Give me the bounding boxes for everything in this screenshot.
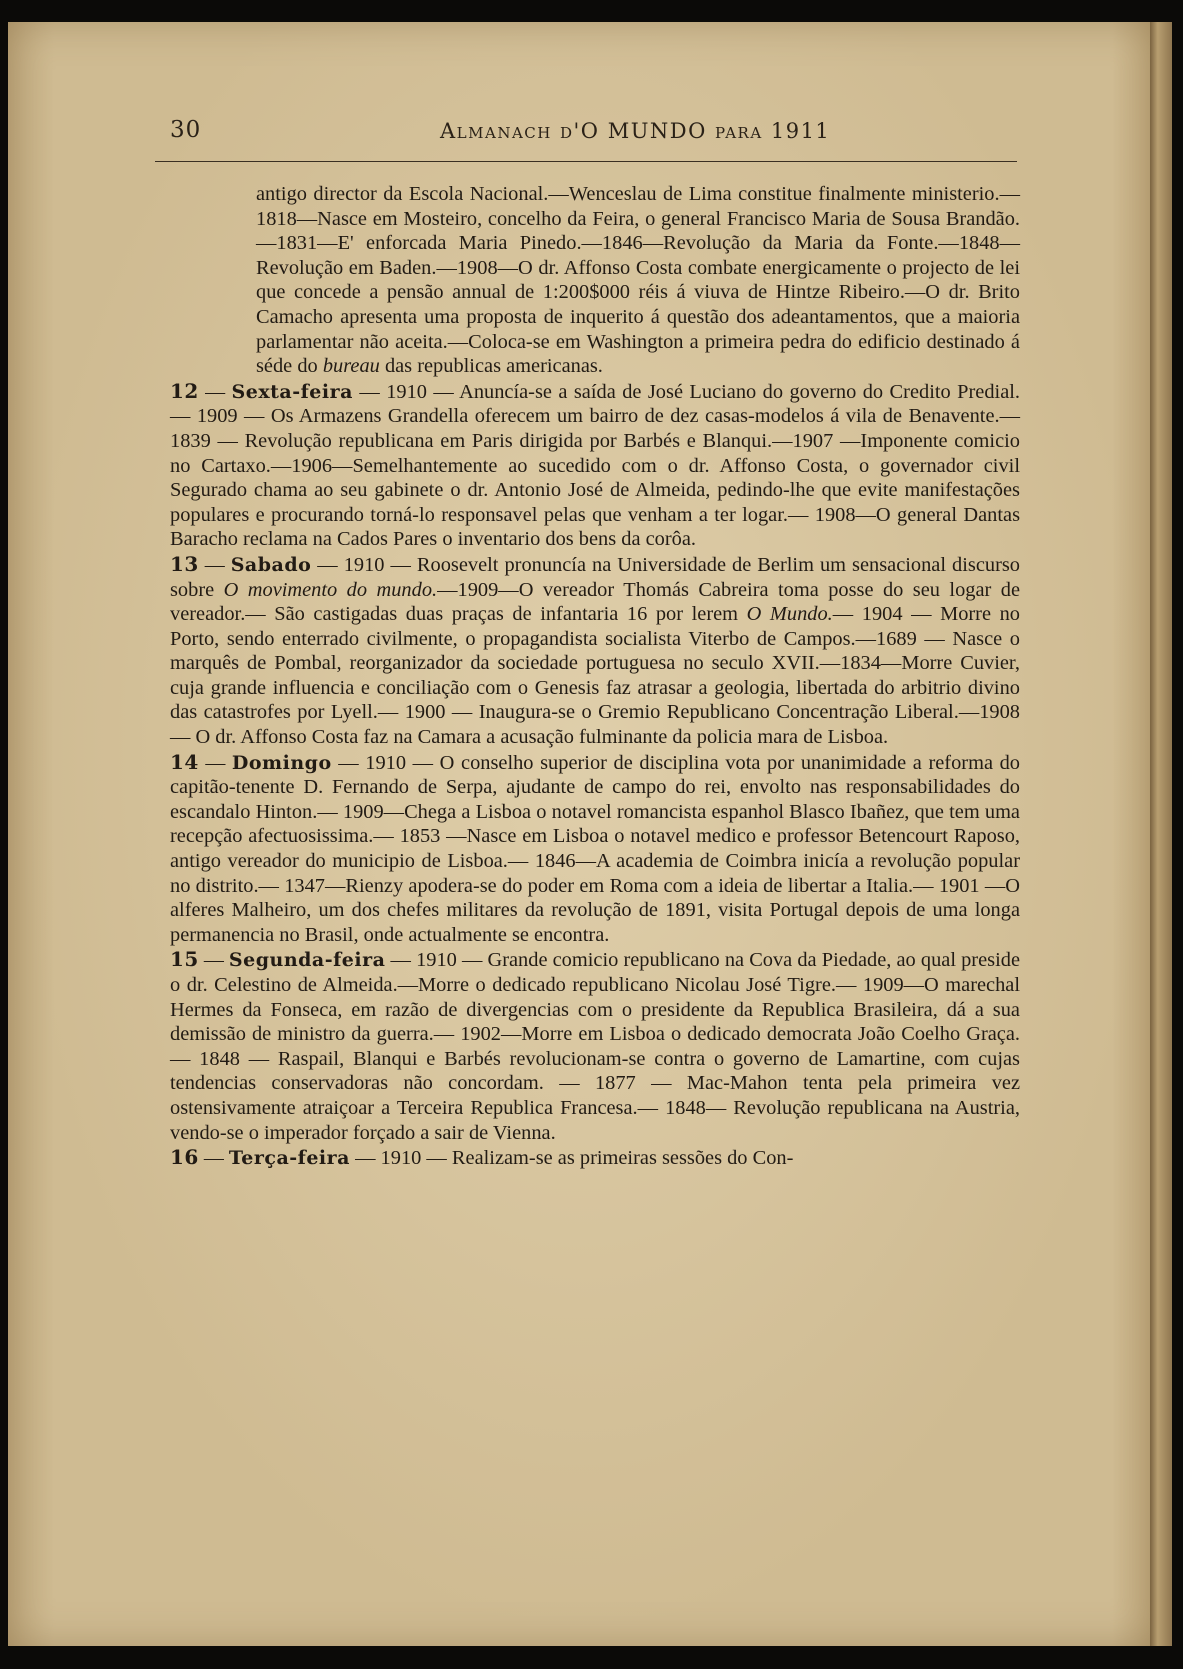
day-number: 16 (170, 1145, 199, 1170)
day-number: 13 (170, 551, 199, 576)
entry-text: —1909—O vereador Thomás Cabreira toma posse do seu logar de vereador.— São castigadas duas praças de infantaria 16 por lerem (170, 578, 1021, 626)
day-separator: — (198, 949, 229, 972)
entry-text: — 1910 — Roosevelt pronuncía na Universidade de Berlim um sensacional discurso sobre (170, 553, 1020, 601)
weekday-heading: Domingo (231, 751, 332, 774)
day-separator: — (198, 553, 231, 576)
day-separator: — (198, 380, 232, 403)
day-entry-15 (170, 947, 1020, 1145)
page-header (170, 117, 1010, 155)
day-number: 15 (170, 947, 199, 972)
almanac-text (170, 182, 1020, 1171)
intro-italic: bureau (322, 355, 380, 378)
day-separator: — (198, 1147, 229, 1170)
day-entry-12 (170, 379, 1020, 552)
intro-paragraph (170, 182, 1020, 379)
intro-text-end: das republicas americanas. (379, 355, 603, 378)
weekday-heading: Sabado (230, 553, 312, 576)
day-entry-14 (170, 750, 1020, 948)
page-edge (1150, 22, 1172, 1646)
running-title: Almanach d'O MUNDO para 1911 (440, 119, 831, 143)
intro-text: antigo director da Escola Nacional.—Wenceslau de Lima constitue finalmente ministerio.—1818—Nasce em Mosteiro, concelho da Feira, o general Francisco Maria de Sousa Brandão.—1831—E' enforcada Maria Pinedo.—1846—Revolução da Maria da Fonte.—1848—Revolução em Baden.—1908—O dr. Affonso Costa combate energicamente o projecto de lei que concede a pensão annual de 1:200$000 réis á viuva de Hintze Ribeiro.—O dr. Brito Camacho apresenta uma proposta de inquerito á questão dos adeantamentos, que a maioria parlamentar não aceita.—Coloca-se em Washington a primeira pedra do edificio destinado á séde do (256, 183, 1020, 378)
italic-title: O movimento do mundo. (223, 578, 438, 601)
header-rule (155, 161, 1017, 162)
day-entry-16 (170, 1145, 1020, 1171)
entry-text: — 1910 — O conselho superior de disciplina vota por unanimidade a reforma do capitão-tenente D. Fernando de Serpa, ajudante de campo do rei, envolto nas responsabilidades do escandalo Hinton.— 1909—Chega a Lisboa o notavel romancista espanhol Blasco Ibañez, que tem uma recepção afectuosissima.— 1853 —Nasce em Lisboa o notavel medico e professor Betencourt Raposo, antigo vereador do municipio de Lisboa.— 1846—A academia de Coimbra inicía a revolução popular no distrito.— 1347—Rienzy apodera-se do poder em Roma com a ideia de libertar a Italia.— 1901 —O alferes Malheiro, um dos chefes militares da revolução de 1891, visita Portugal depois de uma longa permanencia no Brasil, onde actualmente se encontra. (170, 751, 1020, 946)
entry-text: — 1904 — Morre no Porto, sendo enterrado civilmente, o propagandista socialista Viterbo de Campos.—1689 — Nasce o marquês de Pombal, reorganizador da sociedade portuguesa no seculo XVII.—1834—Morre Cuvier, cuja grande influencia e conciliação com o Genesis faz atrasar a geologia, libertada do arbitrio divino das catastrofes por Lyell.— 1900 — Inaugura-se o Gremio Republicano Concentração Liberal.—1908— O dr. Affonso Costa faz na Camara a acusação fulminante da policia mara de Lisboa. (170, 603, 1020, 749)
entry-text: — 1910 — Anuncía-se a saída de José Luciano do governo do Credito Predial. — 1909 — Os Armazens Grandella oferecem um bairro de dez casas-modelos á vila de Benavente.— 1839 — Revolução republicana em Paris dirigida por Barbés e Blanqui.—1907 —Imponente comicio no Cartaxo.—1906—Semelhantemente ao sucedido com o dr. Affonso Costa, o governador civil Segurado chama ao seu gabinete o dr. Antonio José de Almeida, pedindo-lhe que evite manifestações populares e procurando torná-lo responsavel pelas que venham a ter logar.— 1908—O general Dantas Baracho reclama na Cados Pares o inventario dos bens da corôa. (170, 380, 1021, 551)
page-number: 30 (170, 117, 202, 143)
weekday-heading: Terça-feira (228, 1147, 350, 1170)
entry-text: — 1910 — Realizam-se as primeiras sessões do Con- (349, 1147, 794, 1170)
day-separator: — (198, 751, 232, 774)
weekday-heading: Segunda-feira (228, 949, 386, 972)
day-number: 14 (170, 749, 199, 774)
day-entries (170, 379, 1020, 1171)
day-entry-13 (170, 552, 1020, 750)
entry-text: — 1910 — Grande comicio republicano na Cova da Piedade, ao qual preside o dr. Celestino de Almeida.—Morre o dedicado republicano Nicolau José Tigre.— 1909—O marechal Hermes da Fonseca, em razão de divergencias com o presidente da Republica Brasileira, dá a sua demissão de ministro da guerra.— 1902—Morre em Lisboa o dedicado democrata João Coelho Graça. — 1848 — Raspail, Blanqui e Barbés revolucionam-se contra o governo de Lamartine, com cujas tendencias conservadoras não concordam. — 1877 — Mac-Mahon tenta pela primeira vez ostensivamente atraiçoar a Terceira Republica Francesa.— 1848— Revolução republicana na Austria, vendo-se o imperador forçado a sair de Vienna. (170, 949, 1020, 1144)
italic-title: O Mundo. (746, 603, 833, 626)
weekday-heading: Sexta-feira (231, 380, 353, 403)
day-number: 12 (170, 378, 199, 403)
